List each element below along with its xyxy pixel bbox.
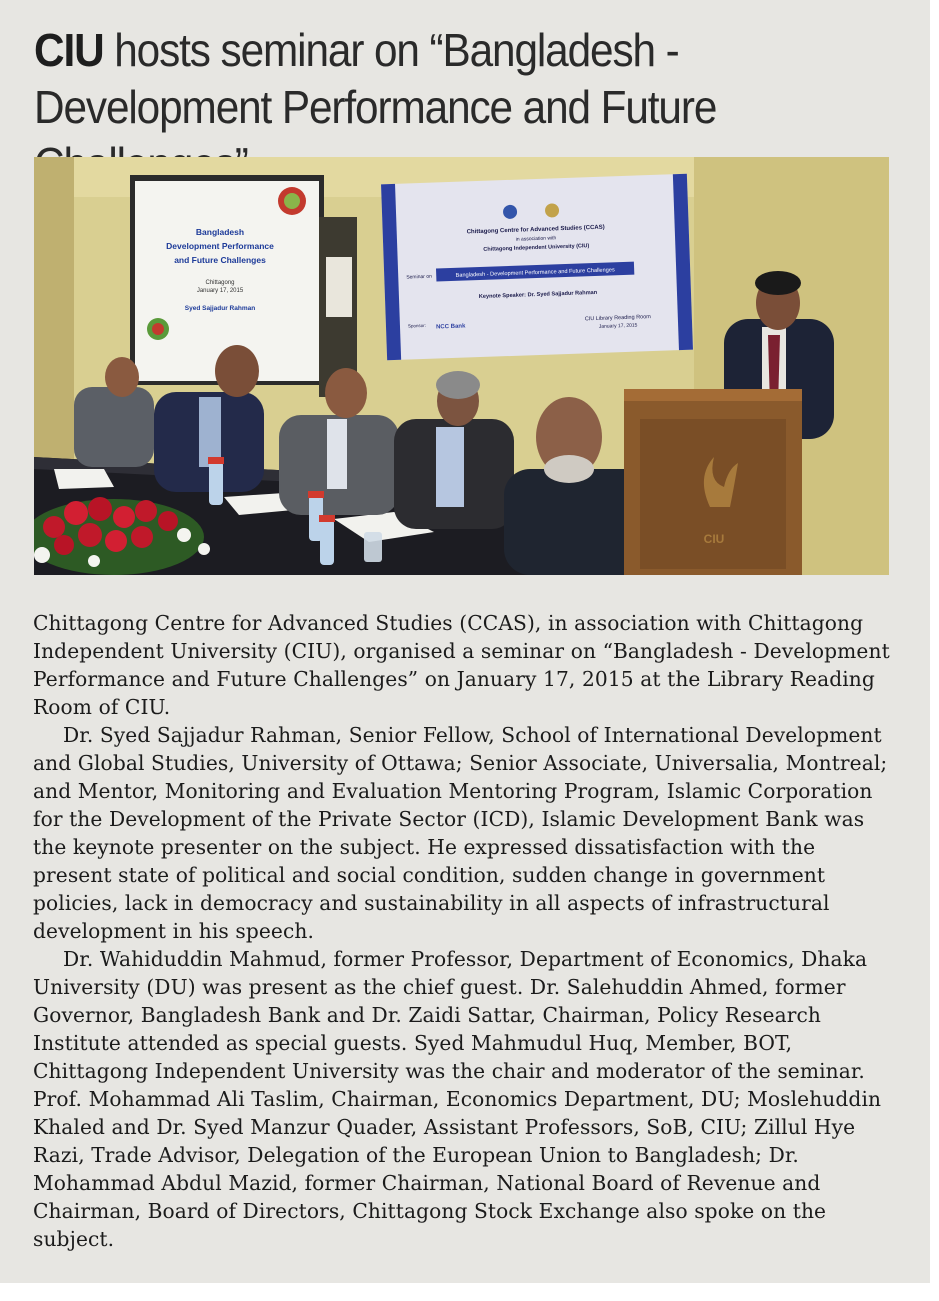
banner-org-3: Chittagong Independent University (CIU) (483, 243, 590, 253)
slide-place: Chittagong (205, 280, 235, 286)
banner-org-1: Chittagong Centre for Advanced Studies (CCAS) (466, 224, 605, 236)
slide-title-1: Bangladesh (195, 227, 245, 237)
slide-title-2: Development Performance (166, 241, 274, 251)
article-paragraph-1: Chittagong Centre for Advanced Studies (CCAS), in association with Chittagong Independent University (CIU), organised a seminar on “Bangladesh - Development Performance and Future Challenges” on January 17, 2015 at the Library Reading Room of CIU. (33, 611, 890, 719)
podium (624, 389, 802, 575)
banner-seminar-title: Bangladesh - Development Performance and Future Challenges (455, 267, 615, 279)
headline-org: CIU (34, 24, 104, 76)
headline-text: hosts seminar on “Bangladesh - Development Performance and Future (34, 24, 717, 133)
article-paragraph-2: Dr. Syed Sajjadur Rahman, Senior Fellow, School of International Development and Global Studies, University of Ottawa; Senior Associate, Universalia, Montreal; and Mentor, Monitoring and Evaluation Mentoring Program, Islamic Corporation for the Development of the Private Sector (ICD), Islamic Development Bank was the keynote presenter on the subject. He expressed dissatisfaction with the present state of political and social condition, sudden change in government policies, lack in democracy and sustainability in all aspects of infrastructural development in his speech. (33, 723, 888, 943)
article-paragraph-3: Dr. Wahiduddin Mahmud, former Professor, Department of Economics, Dhaka University (DU) was present as the chief guest. Dr. Salehuddin Ahmed, former Governor, Bangladesh Bank and Dr. Zaidi Sattar, Chairman, Policy Research Institute attended as special guests. Syed Mahmudul Huq, Member, BOT, Chittagong Independent University was the chair and moderator of the seminar. Prof. Mohammad Ali Taslim, Chairman, Economics Department, DU; Moslehuddin Khaled and Dr. Syed Manzur Quader, Assistant Professors, SoB, CIU; Zillul Hye Razi, Trade Advisor, Delegation of the European Union to Bangladesh; Dr. Mohammad Abdul Mazid, former Chairman, National Board of Revenue and Chairman, Board of Directors, Chittagong Stock Exchange also spoke on the subject. (33, 947, 882, 1251)
banner-keynote: Keynote Speaker: Dr. Syed Sajjadur Rahman (478, 289, 598, 301)
slide-title-3: and Future Challenges (174, 255, 266, 265)
seminar-photo (34, 157, 889, 575)
podium-logo-text: CIU (703, 532, 725, 546)
slide-date: January 17, 2015 (196, 288, 244, 294)
slide-speaker: Syed Sajjadur Rahman (184, 305, 256, 312)
banner-venue-date: January 17, 2015 (598, 322, 638, 330)
banner-sponsor-label: Sponsor: (407, 322, 427, 329)
article-body (33, 609, 893, 1253)
banner-org-2: in association with (515, 235, 557, 243)
banner-seminar-label: Seminar on (406, 273, 432, 281)
banner-sponsor-name: NCC Bank (435, 323, 466, 331)
seminar-banner (381, 174, 693, 361)
banner-venue: CIU Library Reading Room (584, 314, 651, 323)
